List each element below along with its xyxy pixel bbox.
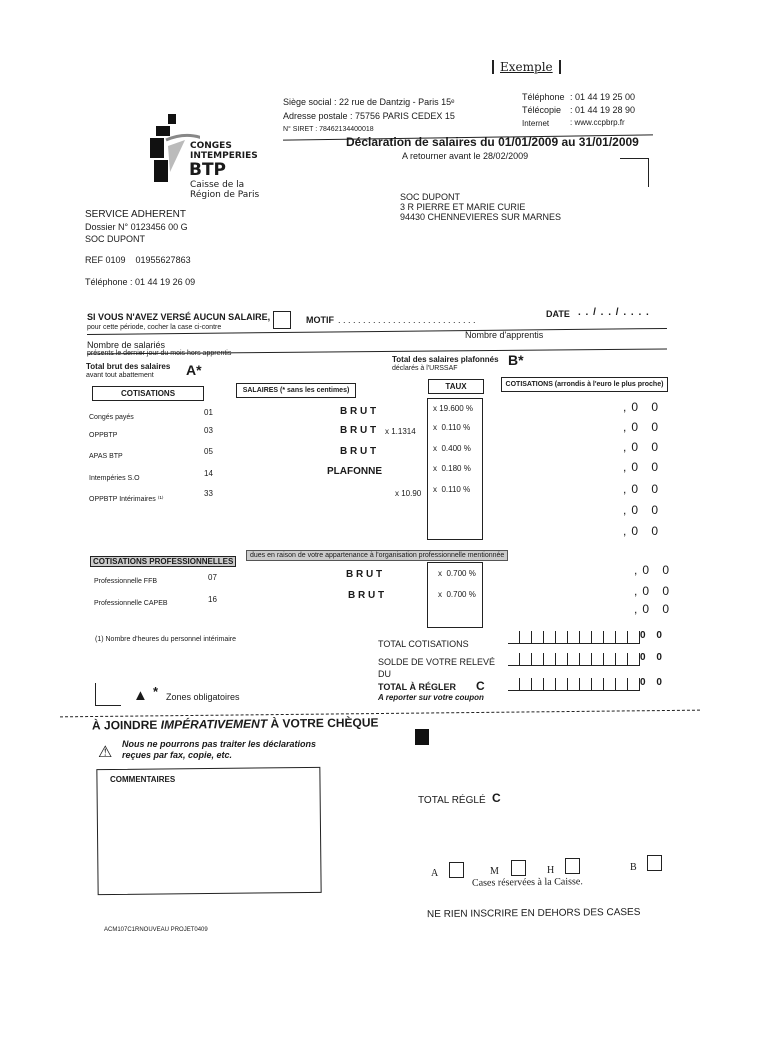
coupon-title <box>92 716 379 733</box>
employees-hint: présents le dernier jour du mois hors apprentis <box>87 350 232 357</box>
box-h[interactable] <box>565 858 580 874</box>
marker-a: A* <box>186 362 202 378</box>
dossier-number: Dossier N° 0123456 00 G <box>85 222 188 232</box>
recipient-name: SOC DUPONT <box>400 192 461 202</box>
corner-mark <box>95 683 121 706</box>
pro-row-code: 07 <box>208 573 217 582</box>
warning-triangle-icon: ▲ <box>133 687 148 704</box>
date-label: DATE <box>546 309 570 319</box>
total-to-pay-cents: 0 0 <box>640 677 666 688</box>
cotisations-header: COTISATIONS <box>92 386 204 401</box>
head-office: Siège social : 22 rue de Dantzig - Paris 15ᵉ <box>283 97 455 107</box>
total-paid-label: TOTAL RÉGLÉ <box>418 795 486 806</box>
coupon-title-emphasis: IMPÉRATIVEMENT <box>160 716 268 732</box>
row-code: 33 <box>204 489 213 498</box>
row-rate: x 0.110 % <box>433 485 471 494</box>
siret: N° SIRET : 78462134400018 <box>283 126 374 133</box>
total-cotisations-cents: 0 0 <box>640 630 666 641</box>
row-cents: ,0 0 <box>623 400 664 414</box>
row-label: APAS BTP <box>89 453 123 460</box>
service-adherent: SERVICE ADHERENT <box>85 209 186 220</box>
row-code: 05 <box>204 447 213 456</box>
total-paid-marker: C <box>492 791 501 805</box>
row-base: PLAFONNE <box>327 466 382 477</box>
salaries-header: SALAIRES (* sans les centimes) <box>236 383 356 398</box>
comments-box[interactable] <box>96 767 321 895</box>
no-salary-checkbox[interactable] <box>273 311 291 329</box>
row-cents: ,0 0 <box>623 420 664 434</box>
row-cents: ,0 0 <box>623 460 664 474</box>
date-field[interactable]: . . / . . / . . . . <box>578 307 650 318</box>
pro-row-rate: x 0.700 % <box>438 590 476 599</box>
cotisations-amount-header: COTISATIONS (arrondis à l'euro le plus proche) <box>501 377 668 392</box>
fax-warning-line2: reçues par fax, copie, etc. <box>122 750 233 760</box>
recipient-city: 94430 CHENNEVIERES SUR MARNES <box>400 212 562 222</box>
pro-cotisations-header: COTISATIONS PROFESSIONNELLES <box>90 556 236 567</box>
logo-text-conges: CONGES <box>190 141 232 151</box>
row-rate: x 0.180 % <box>433 464 471 473</box>
box-b[interactable] <box>647 855 662 871</box>
pro-row-label: Professionnelle FFB <box>94 578 158 585</box>
row-base: B R U T <box>340 446 377 457</box>
phone-value: : 01 44 19 25 00 <box>570 92 636 102</box>
marker-c: C <box>476 679 485 693</box>
rate-header: TAUX <box>428 379 484 394</box>
fax-value: : 01 44 19 28 90 <box>570 105 636 115</box>
footnote: (1) Nombre d'heures du personnel intérimaire <box>95 636 237 643</box>
pro-row-cents: ,0 0 <box>634 563 675 577</box>
box-h-label: H <box>547 865 555 876</box>
pro-row-label: Professionnelle CAPEB <box>94 600 168 607</box>
total-cotisations-label: TOTAL COTISATIONS <box>378 639 469 649</box>
form-code: ACM107C1RNOUVEAU PROJET0409 <box>104 927 208 933</box>
total-gross-hint: avant tout abattement <box>86 372 154 379</box>
row-code: 03 <box>204 426 213 435</box>
row-code: 14 <box>204 469 213 478</box>
total-capped-hint: déclarés à l'URSSAF <box>392 365 458 372</box>
declaration-title: Déclaration de salaires du 01/01/2009 au 31/01/2009 <box>346 135 639 149</box>
row-label: OPPBTP <box>89 432 118 439</box>
balance-label: SOLDE DE VOTRE RELEVÉ <box>378 657 496 667</box>
box-a-label: A <box>431 868 439 879</box>
reserved-boxes-label: Cases réservées à la Caisse. <box>471 876 583 889</box>
return-deadline: A retourner avant le 28/02/2009 <box>402 151 529 161</box>
balance-field[interactable] <box>508 653 640 666</box>
row-label: OPPBTP Intérimaires ⁽¹⁾ <box>89 496 164 503</box>
phone-label: Téléphone <box>522 92 565 102</box>
box-a[interactable] <box>449 862 464 878</box>
row-rate: x 19.600 % <box>433 404 474 413</box>
do-not-write-notice: NE RIEN INSCRIRE EN DEHORS DES CASES <box>426 906 641 921</box>
no-salary-label: SI VOUS N'AVEZ VERSÉ AUCUN SALAIRE, <box>87 312 271 322</box>
motif-field[interactable]: . . . . . . . . . . . . . . . . . . . . . . . . . . . . <box>338 315 476 325</box>
registration-mark <box>415 729 429 745</box>
row-multiplier: x 10.90 <box>395 489 422 498</box>
logo-text-caisse: Caisse de la <box>190 180 245 190</box>
web-label: Internet <box>522 119 550 128</box>
row-cents: ,0 0 <box>623 440 664 454</box>
report-hint: A reporter sur votre coupon <box>378 693 484 702</box>
logo-text-intemperies: INTEMPERIES <box>190 151 258 161</box>
adherent-phone: Téléphone : 01 44 19 26 09 <box>85 277 196 287</box>
employees-label: Nombre de salariés <box>87 340 166 350</box>
box-m-label: M <box>490 866 499 877</box>
row-rate: x 0.110 % <box>433 423 471 432</box>
row-label: Congés payés <box>89 414 134 421</box>
total-cotisations-field[interactable] <box>508 631 640 644</box>
row-cents: ,0 0 <box>623 524 664 538</box>
logo-text-region: Région de Paris <box>190 190 260 200</box>
pro-row-base: B R U T <box>348 590 385 601</box>
balance-cents: 0 0 <box>640 652 666 663</box>
pro-row-cents: ,0 0 <box>634 602 675 616</box>
row-label: Intempéries S.O <box>89 475 140 482</box>
pro-row-rate: x 0.700 % <box>438 569 476 578</box>
row-multiplier: x 1.1314 <box>385 427 416 436</box>
no-salary-hint: pour cette période, cocher la case ci-contre <box>87 324 222 331</box>
row-base: B R U T <box>340 406 377 417</box>
mandatory-zones: Zones obligatoires <box>166 692 240 702</box>
asterisk: * <box>153 684 159 699</box>
web-value: : www.ccpbrp.fr <box>570 118 625 127</box>
apprentices-label: Nombre d'apprentis <box>465 330 544 340</box>
row-cents: ,0 0 <box>623 503 664 517</box>
total-gross-label: Total brut des salaires <box>86 362 171 371</box>
row-rate: x 0.400 % <box>433 444 471 453</box>
fax-label: Télécopie <box>522 105 562 115</box>
box-m[interactable] <box>511 860 526 876</box>
adherent-company: SOC DUPONT <box>85 234 146 244</box>
pro-note: dues en raison de votre appartenance à l'organisation professionnelle mentionnée <box>246 550 508 561</box>
reference: REF 0109 01955627863 <box>85 255 191 265</box>
pro-row-base: B R U T <box>346 569 383 580</box>
coupon-title-part: À VOTRE CHÈQUE <box>270 715 379 731</box>
motif-label: MOTIF <box>306 315 334 325</box>
address-window-corner <box>620 158 649 187</box>
warning-icon: ⚠ <box>98 744 113 761</box>
comments-label: COMMENTAIRES <box>110 775 176 784</box>
balance-label-du: DU <box>378 669 391 679</box>
cut-line <box>60 710 700 718</box>
postal-address: Adresse postale : 75756 PARIS CEDEX 15 <box>283 111 455 121</box>
marker-b: B* <box>508 352 524 368</box>
row-base: B R U T <box>340 425 377 436</box>
total-to-pay-field[interactable] <box>508 678 640 691</box>
total-capped-label: Total des salaires plafonnés <box>392 355 499 364</box>
row-cents: ,0 0 <box>623 482 664 496</box>
logo-text-btp: BTP <box>189 160 227 180</box>
pro-row-code: 16 <box>208 595 217 604</box>
total-to-pay-label: TOTAL À RÉGLER <box>378 682 457 692</box>
pro-row-cents: ,0 0 <box>634 584 675 598</box>
example-stamp: Exemple <box>492 60 561 74</box>
box-b-label: B <box>630 862 637 873</box>
fax-warning-line1: Nous ne pourrons pas traiter les déclarations <box>122 739 317 749</box>
recipient-street: 3 R PIERRE ET MARIE CURIE <box>400 202 526 212</box>
coupon-title-part: À JOINDRE <box>91 717 158 733</box>
row-code: 01 <box>204 408 213 417</box>
